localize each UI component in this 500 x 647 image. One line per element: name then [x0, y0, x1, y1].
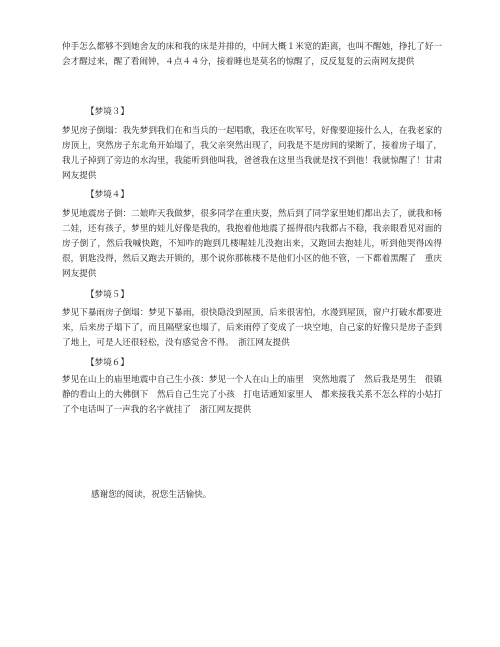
heading-dream-6: 【梦境６】: [86, 358, 129, 368]
heading-dream-4: 【梦境４】: [86, 190, 129, 200]
paragraph-dream-5: 梦见下暴雨房子倒塌：梦见下暴雨，很快隐没到屋顶，后来很害怕，水漫到屋顶，窗户打破水都要进来，后来房子塌下了，而且隔壁家也塌了，后来雨停了变成了一块空地，自己家的好像只是房子歪到了地上，可是人还很轻松，没有感觉舍不得。 浙江网友提供: [62, 308, 442, 348]
heading-dream-3: 【梦境３】: [86, 107, 129, 117]
paragraph-dream-2-end: 仲手怎么都够不到她舍友的床和我的床是并排的，中间大概１米宽的距离，也叫不醒她，挣扎了好一会才醒过来，醒了看闹钟，４点４４分，接着睡也是莫名的惊醒了，反反复复的云南网友提供: [62, 42, 442, 67]
thanks-note: 感谢您的阅读，祝您生活愉快。: [91, 490, 212, 500]
paragraph-dream-4: 梦见地震房子倒：二娘昨天我做梦，很多同学在重庆耍，然后到了同学家里她们都出去了，就我和杨二娃，还有孩子，梦里的娃儿好像是我的，我抱着他地震了摇得很内我都占不稳，我亲眼看见对面的房子倒了，然后我喊快跑，不知咋的跑到几楼喔娃儿没抱出来，又跑回去抱娃儿，听到他哭得凶得很，钥匙没得，然后又跑去开锁的，那个说你那栋楼不是他们小区的他不管，一下都着黑醒了 重庆网友提供: [62, 209, 442, 279]
heading-dream-5: 【梦境５】: [86, 290, 129, 300]
paragraph-dream-3: 梦见房子倒塌：我先梦到我们在和当兵的一起唱歌，我还在吹军号，好像要迎接什么人，在我老家的房顶上，突然房子东北角开始塌了，我父亲突然出现了，问我是不是房间的梁断了，接着房子塌了，我儿子掉到了旁边的水沟里，我能听到他叫我，爸爸我在这里当我就是找不到他！我就惊醒了！甘肃网友提供: [62, 126, 442, 181]
paragraph-dream-6: 梦见在山上的庙里地震中自己生小孩：梦见一个人在山上的庙里 突然地震了 然后我是男生 很镇静的看山上的大佛倒下 然后自己生完了小孩 打电话通知家里人 都来接我关系不怎么样的小姑打了个电话叫了一声我的名字就挂了 浙江网友提供: [62, 375, 442, 415]
